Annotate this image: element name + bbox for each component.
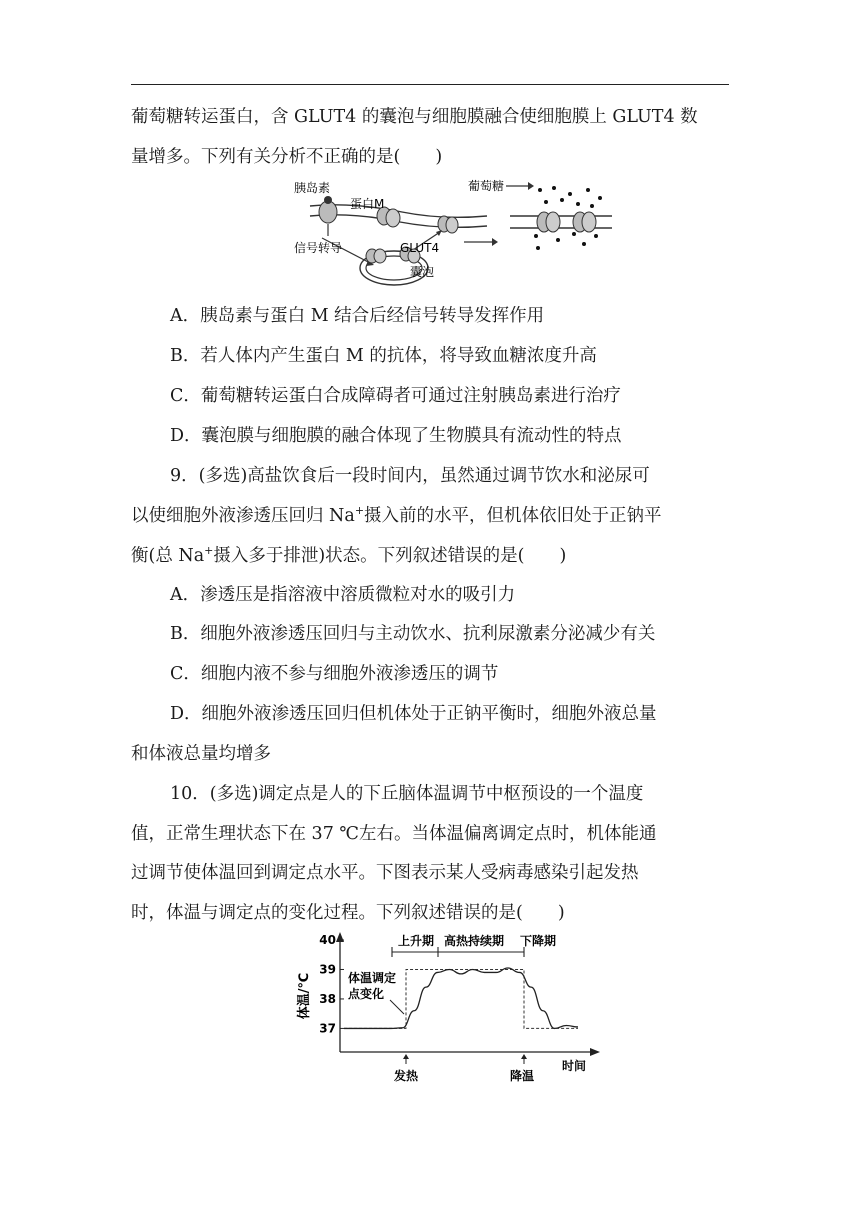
- annotation-line2: 点变化: [348, 987, 385, 1001]
- q9-stem-line3-a: 衡(总 Na: [131, 546, 205, 566]
- label-insulin: 胰岛素: [294, 181, 331, 195]
- marker-cooldown: 降温: [510, 1069, 535, 1083]
- q9-sup-1: +: [354, 504, 365, 518]
- label-glucose: 葡萄糖: [468, 179, 505, 193]
- y-tick-label-38: 38: [319, 991, 336, 1006]
- q10-stem-line3: 过调节使体温回到调定点水平。下图表示某人受病毒感染引起发热: [131, 863, 639, 883]
- q8-option-b: B．若人体内产生蛋白 M 的抗体，将导致血糖浓度升高: [170, 346, 597, 366]
- q9-stem-line3-b: 摄入多于排泄)状态。下列叙述错误的是( ): [213, 546, 567, 566]
- y-axis-label: 体温/℃: [297, 972, 312, 1020]
- q9-sup-2: +: [204, 544, 214, 558]
- q9-option-c: C．细胞内液不参与细胞外液渗透压的调节: [170, 664, 499, 684]
- insulin-glut4-diagram: [292, 176, 622, 288]
- label-glut4: GLUT4: [400, 241, 440, 255]
- phase-rising: 上升期: [398, 934, 435, 948]
- q8-option-c: C．葡萄糖转运蛋白合成障碍者可通过注射胰岛素进行治疗: [170, 386, 621, 406]
- q8-stem-line2: 量增多。下列有关分析不正确的是( ): [131, 147, 443, 167]
- q9-stem-line1: 9．(多选)高盐饮食后一段时间内，虽然通过调节饮水和泌尿可: [170, 466, 650, 486]
- q9-stem-line2-a: 以使细胞外液渗透压回归 Na: [131, 506, 355, 526]
- q9-option-b: B．细胞外液渗透压回归与主动饮水、抗利尿激素分泌减少有关: [170, 624, 656, 644]
- q9-option-a: A．渗透压是指溶液中溶质微粒对水的吸引力: [170, 585, 516, 605]
- q8-option-d: D．囊泡膜与细胞膜的融合体现了生物膜具有流动性的特点: [170, 426, 622, 446]
- annotation-line1: 体温调定: [348, 971, 397, 985]
- fever-temperature-chart: [296, 930, 606, 1086]
- q9-stem-line2: [131, 504, 662, 528]
- q9-option-d-line2: 和体液总量均增多: [131, 744, 271, 764]
- top-rule: [131, 84, 729, 85]
- phase-falling: 下降期: [520, 934, 557, 948]
- marker-fever: 发热: [394, 1069, 419, 1083]
- q8-option-a: A．胰岛素与蛋白 M 结合后经信号转导发挥作用: [170, 306, 545, 326]
- phase-high: 高热持续期: [444, 934, 505, 948]
- q9-stem-line2-b: 摄入前的水平，但机体依旧处于正钠平: [364, 506, 662, 526]
- label-vesicle: 囊泡: [410, 265, 435, 279]
- y-tick-label-37: 37: [319, 1021, 336, 1036]
- y-tick-label-40: 40: [319, 933, 336, 947]
- q10-stem-line4: 时，体温与调定点的变化过程。下列叙述错误的是( ): [131, 903, 565, 923]
- q9-option-d-line1: D．细胞外液渗透压回归但机体处于正钠平衡时，细胞外液总量: [170, 704, 657, 724]
- x-axis-label: 时间: [562, 1059, 587, 1073]
- q10-stem-line2: 值，正常生理状态下在 37 ℃左右。当体温偏离调定点时，机体能通: [131, 824, 657, 844]
- label-signal: 信号转导: [294, 241, 343, 255]
- x-axis-arrow: [590, 1048, 600, 1056]
- q10-stem-line1: 10．(多选)调定点是人的下丘脑体温调节中枢预设的一个温度: [170, 784, 644, 804]
- y-tick-label-39: 39: [319, 962, 336, 977]
- q8-stem-line1: 葡萄糖转运蛋白，含 GLUT4 的囊泡与细胞膜融合使细胞膜上 GLUT4 数: [131, 107, 698, 127]
- q9-stem-line3: [131, 544, 566, 568]
- label-protein-m: 蛋白M: [350, 197, 385, 211]
